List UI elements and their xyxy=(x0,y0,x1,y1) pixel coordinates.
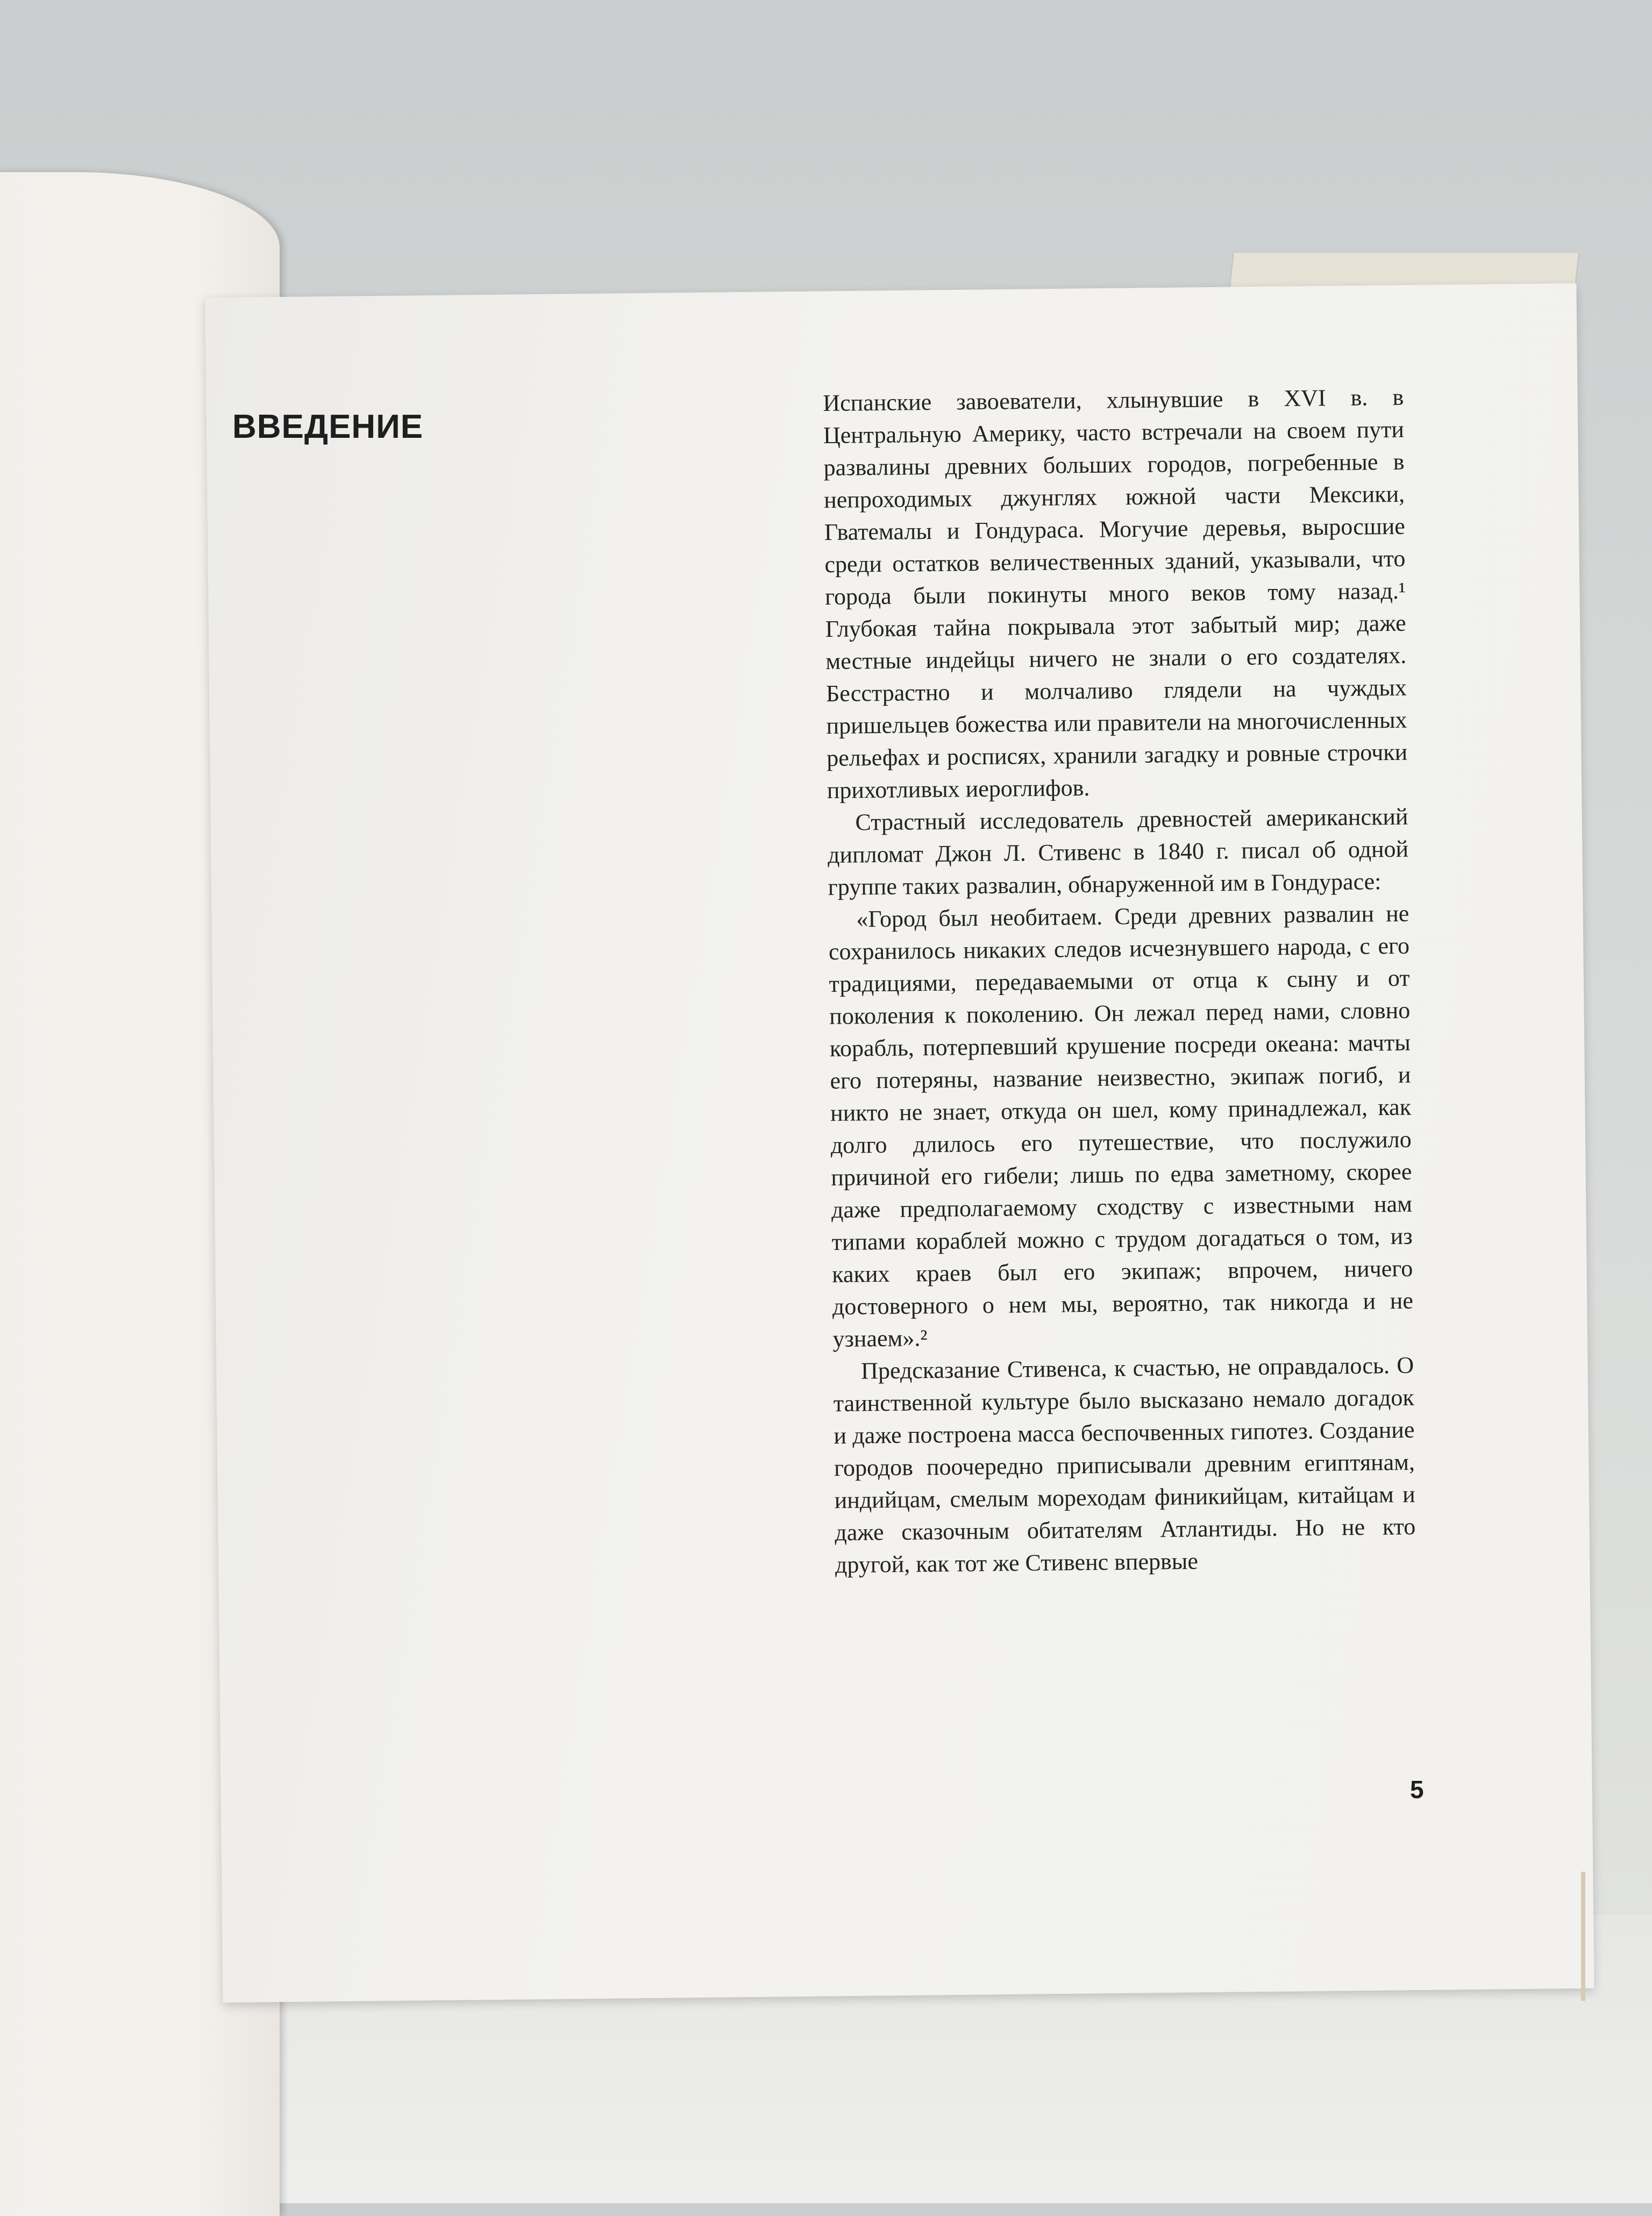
quote-paragraph: «Город был необитаем. Среди древних развалин не сохранилось никаких следов исчезнувшего народа, с его традициями, передаваемыми от отца к сыну и от поколения к поколению. Он лежал перед нами, словно корабль, потерпевший крушение посреди океана: мачты его потеряны, название неизвестно, экипаж погиб, и никто не знает, откуда он шел, кому принадлежал, как долго длилось его путешествие, что послужило причиной его гибели; лишь по едва заметному, скорее даже предполагаемому сходству с известными нам типами кораблей можно с трудом догадаться о том, из каких краев был его экипаж; впрочем, ничего достоверного о нем мы, вероятно, так никогда и не узнаем».² xyxy=(828,900,1414,1352)
section-title: ВВЕДЕНИЕ xyxy=(232,408,424,445)
paragraph: Испанские завоеватели, хлынувшие в XVI в. в Центральную Америку, часто встречали на своем пути развалины древних больших городов, погребенные в непроходимых джунглях южной части Мексики, Гватемалы и Гондураса. Могучие деревья, выросшие среди остатков величественных зданий, указывали, что города были покинуты много веков тому назад.¹ Глубокая тайна покрывала этот забытый мир; даже местные индейцы ничего не знали о его создателях. Бесстрастно и молчаливо глядели на чуждых пришельцев божества или правители на многочисленных рельефах и росписях, хранили загадку и ровные строчки прихотливых иероглифов. xyxy=(823,383,1408,804)
body-text xyxy=(823,381,1416,1581)
paragraph: Страстный исследователь древностей американский дипломат Джон Л. Стивенс в 1840 г. писал об одной группе таких развалин, обнаруженной им в Гондурасе: xyxy=(827,803,1409,900)
page-number: 5 xyxy=(1410,1775,1424,1803)
paragraph: Предсказание Стивенса, к счастью, не оправдалось. О таинственной культуре было высказано немало догадок и даже построена масса беспочвенных гипотез. Создание городов поочередно приписывали древним египтянам, индийцам, смелым мореходам финикийцам, китайцам и даже сказочным обитателям Атлантиды. Но не кто другой, как тот же Стивенс впервые xyxy=(833,1352,1416,1578)
page-stack-edge xyxy=(1581,1872,1585,2001)
